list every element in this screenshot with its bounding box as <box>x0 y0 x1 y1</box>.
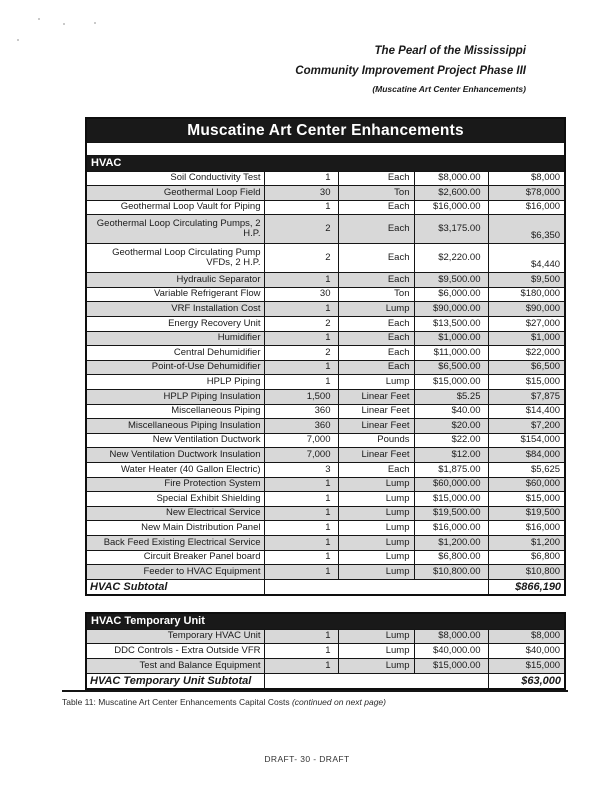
cell-unit-cost: $1,875.00 <box>414 463 488 478</box>
cell-unit-cost: $2,600.00 <box>414 186 488 201</box>
cell-unit: Lump <box>338 477 414 492</box>
cell-quantity: 1 <box>264 644 338 659</box>
cell-unit: Pounds <box>338 433 414 448</box>
cell-unit-cost: $1,200.00 <box>414 535 488 550</box>
cell-total: $15,000 <box>488 658 565 673</box>
section-header-row <box>86 613 565 629</box>
table-row <box>86 463 565 478</box>
cell-quantity: 1 <box>264 521 338 536</box>
subtotal-spacer <box>264 673 488 689</box>
scan-speck <box>17 39 19 41</box>
cell-total: $90,000 <box>488 302 565 317</box>
cell-unit: Lump <box>338 302 414 317</box>
cell-quantity: 2 <box>264 215 338 244</box>
cell-quantity: 1 <box>264 302 338 317</box>
cell-description: New Main Distribution Panel <box>86 521 264 536</box>
cell-unit-cost: $20.00 <box>414 419 488 434</box>
cell-quantity: 7,000 <box>264 448 338 463</box>
table-row <box>86 550 565 565</box>
cell-description: Variable Refrigerant Flow <box>86 287 264 302</box>
cell-unit: Each <box>338 200 414 215</box>
table-row <box>86 244 565 273</box>
cell-unit-cost: $40,000.00 <box>414 644 488 659</box>
cell-unit-cost: $15,000.00 <box>414 658 488 673</box>
section-header-row <box>86 155 565 171</box>
cell-description: VRF Installation Cost <box>86 302 264 317</box>
cell-unit-cost: $40.00 <box>414 404 488 419</box>
cell-total: $78,000 <box>488 186 565 201</box>
cell-quantity: 1 <box>264 535 338 550</box>
cell-unit-cost: $9,500.00 <box>414 273 488 288</box>
table-row <box>86 273 565 288</box>
cell-description: Central Dehumidifier <box>86 346 264 361</box>
cell-unit: Each <box>338 244 414 273</box>
table-row <box>86 331 565 346</box>
cell-unit: Lump <box>338 535 414 550</box>
table-title-row <box>86 118 565 142</box>
document-header <box>295 45 526 94</box>
cell-quantity: 1 <box>264 200 338 215</box>
cell-description: Energy Recovery Unit <box>86 317 264 332</box>
cell-quantity: 1 <box>264 331 338 346</box>
table-row <box>86 346 565 361</box>
cell-description: Temporary HVAC Unit <box>86 629 264 644</box>
cell-quantity: 1 <box>264 658 338 673</box>
cell-unit-cost: $60,000.00 <box>414 477 488 492</box>
cell-unit: Linear Feet <box>338 404 414 419</box>
cell-description: Geothermal Loop Circulating Pumps, 2 H.P. <box>86 215 264 244</box>
cell-unit: Linear Feet <box>338 390 414 405</box>
cell-total: $15,000 <box>488 492 565 507</box>
cell-description: New Ventilation Ductwork <box>86 433 264 448</box>
cell-description: Circuit Breaker Panel board <box>86 550 264 565</box>
cell-description: Special Exhibit Shielding <box>86 492 264 507</box>
table-row <box>86 448 565 463</box>
cell-description: Back Feed Existing Electrical Service <box>86 535 264 550</box>
cell-description: Humidifier <box>86 331 264 346</box>
cell-quantity: 1 <box>264 492 338 507</box>
cell-unit: Each <box>338 346 414 361</box>
cell-total: $8,000 <box>488 171 565 186</box>
cell-unit-cost: $15,000.00 <box>414 492 488 507</box>
table-row <box>86 215 565 244</box>
table-caption-text: Table 11: Muscatine Art Center Enhancements Capital Costs <box>62 697 292 707</box>
table-row <box>86 492 565 507</box>
section-header-label: HVAC <box>86 155 565 171</box>
cell-unit-cost: $16,000.00 <box>414 521 488 536</box>
table-spacer-row <box>86 142 565 155</box>
cell-total: $8,000 <box>488 629 565 644</box>
cell-unit: Lump <box>338 492 414 507</box>
subtotal-spacer <box>264 579 488 595</box>
cell-quantity: 30 <box>264 186 338 201</box>
table-spacer <box>86 142 565 155</box>
cell-description: Feeder to HVAC Equipment <box>86 565 264 580</box>
scan-speck <box>38 18 40 20</box>
cell-description: New Ventilation Ductwork Insulation <box>86 448 264 463</box>
cell-total: $10,800 <box>488 565 565 580</box>
cell-unit-cost: $22.00 <box>414 433 488 448</box>
table-row <box>86 433 565 448</box>
cell-total: $84,000 <box>488 448 565 463</box>
table-row <box>86 287 565 302</box>
cell-total: $22,000 <box>488 346 565 361</box>
subtotal-row <box>86 673 565 689</box>
cell-unit: Lump <box>338 550 414 565</box>
cell-quantity: 1 <box>264 565 338 580</box>
table-row <box>86 521 565 536</box>
cell-unit-cost: $15,000.00 <box>414 375 488 390</box>
hvac-temporary-unit-table <box>85 612 566 690</box>
cell-unit-cost: $2,220.00 <box>414 244 488 273</box>
cell-total: $154,000 <box>488 433 565 448</box>
cell-unit: Linear Feet <box>338 448 414 463</box>
cell-unit: Each <box>338 317 414 332</box>
cell-quantity: 2 <box>264 244 338 273</box>
cell-total: $9,500 <box>488 273 565 288</box>
header-line-phase: Community Improvement Project Phase III <box>295 65 526 77</box>
cell-quantity: 2 <box>264 346 338 361</box>
cell-unit-cost: $90,000.00 <box>414 302 488 317</box>
cell-total: $180,000 <box>488 287 565 302</box>
cell-quantity: 1 <box>264 273 338 288</box>
table-row <box>86 419 565 434</box>
cell-total: $40,000 <box>488 644 565 659</box>
cell-description: New Electrical Service <box>86 506 264 521</box>
cell-quantity: 7,000 <box>264 433 338 448</box>
table-row <box>86 535 565 550</box>
cell-unit: Ton <box>338 287 414 302</box>
table-row <box>86 302 565 317</box>
cell-unit-cost: $5.25 <box>414 390 488 405</box>
subtotal-value: $866,190 <box>488 579 565 595</box>
cell-total: $7,875 <box>488 390 565 405</box>
cell-unit-cost: $6,500.00 <box>414 360 488 375</box>
cell-unit: Lump <box>338 375 414 390</box>
cell-unit-cost: $6,800.00 <box>414 550 488 565</box>
cell-unit: Ton <box>338 186 414 201</box>
table-row <box>86 644 565 659</box>
table-row <box>86 375 565 390</box>
cell-total: $7,200 <box>488 419 565 434</box>
header-line-project: The Pearl of the Mississippi <box>374 45 526 57</box>
cell-description: Hydraulic Separator <box>86 273 264 288</box>
table-row <box>86 171 565 186</box>
cell-unit-cost: $13,500.00 <box>414 317 488 332</box>
cell-unit: Lump <box>338 521 414 536</box>
cell-total: $1,000 <box>488 331 565 346</box>
table-row <box>86 565 565 580</box>
cell-description: Test and Balance Equipment <box>86 658 264 673</box>
cell-quantity: 1 <box>264 506 338 521</box>
cell-description: Soil Conductivity Test <box>86 171 264 186</box>
cell-quantity: 3 <box>264 463 338 478</box>
cell-unit-cost: $12.00 <box>414 448 488 463</box>
cell-total: $16,000 <box>488 521 565 536</box>
cell-quantity: 1 <box>264 360 338 375</box>
table-row <box>86 477 565 492</box>
table-title: Muscatine Art Center Enhancements <box>86 118 565 142</box>
cell-unit: Each <box>338 171 414 186</box>
cell-quantity: 30 <box>264 287 338 302</box>
cell-unit: Lump <box>338 565 414 580</box>
subtotal-label: HVAC Temporary Unit Subtotal <box>86 673 264 689</box>
cell-unit-cost: $10,800.00 <box>414 565 488 580</box>
cell-total: $5,625 <box>488 463 565 478</box>
section-header-label: HVAC Temporary Unit <box>86 613 565 629</box>
cell-total: $6,500 <box>488 360 565 375</box>
cell-description: Water Heater (40 Gallon Electric) <box>86 463 264 478</box>
cell-unit-cost: $3,175.00 <box>414 215 488 244</box>
cell-quantity: 1 <box>264 550 338 565</box>
cell-total: $14,400 <box>488 404 565 419</box>
scan-speck <box>94 22 96 24</box>
cell-total: $60,000 <box>488 477 565 492</box>
table-row <box>86 629 565 644</box>
cell-quantity: 1 <box>264 375 338 390</box>
table-row <box>86 317 565 332</box>
caption-divider-rule <box>62 690 568 692</box>
cell-description: Geothermal Loop Field <box>86 186 264 201</box>
cell-total: $6,350 <box>488 215 565 244</box>
cell-total: $16,000 <box>488 200 565 215</box>
subtotal-row <box>86 579 565 595</box>
cell-unit: Lump <box>338 644 414 659</box>
cell-total: $27,000 <box>488 317 565 332</box>
cell-unit-cost: $8,000.00 <box>414 629 488 644</box>
header-line-subtitle: (Muscatine Art Center Enhancements) <box>372 84 526 94</box>
subtotal-value: $63,000 <box>488 673 565 689</box>
cell-quantity: 1 <box>264 171 338 186</box>
table-row <box>86 186 565 201</box>
cell-unit: Each <box>338 331 414 346</box>
cell-unit-cost: $8,000.00 <box>414 171 488 186</box>
cell-description: DDC Controls - Extra Outside VFR <box>86 644 264 659</box>
page-footer-draft-label: DRAFT- 30 - DRAFT <box>264 754 350 764</box>
cell-unit-cost: $1,000.00 <box>414 331 488 346</box>
cell-description: Geothermal Loop Vault for Piping <box>86 200 264 215</box>
cell-description: Miscellaneous Piping Insulation <box>86 419 264 434</box>
cell-quantity: 1 <box>264 629 338 644</box>
table-row <box>86 360 565 375</box>
scan-speck <box>63 23 65 25</box>
cell-unit: Linear Feet <box>338 419 414 434</box>
cell-unit-cost: $6,000.00 <box>414 287 488 302</box>
subtotal-label: HVAC Subtotal <box>86 579 264 595</box>
cell-quantity: 360 <box>264 404 338 419</box>
cell-total: $19,500 <box>488 506 565 521</box>
cell-description: HPLP Piping Insulation <box>86 390 264 405</box>
cell-unit: Each <box>338 463 414 478</box>
cell-quantity: 1,500 <box>264 390 338 405</box>
table-row <box>86 200 565 215</box>
table-row <box>86 506 565 521</box>
cell-total: $4,440 <box>488 244 565 273</box>
cell-quantity: 360 <box>264 419 338 434</box>
cell-unit: Lump <box>338 506 414 521</box>
table-caption <box>62 697 386 707</box>
cell-unit-cost: $11,000.00 <box>414 346 488 361</box>
cell-unit-cost: $16,000.00 <box>414 200 488 215</box>
cell-description: HPLP Piping <box>86 375 264 390</box>
hvac-cost-table <box>85 117 566 596</box>
table-row <box>86 404 565 419</box>
cell-total: $15,000 <box>488 375 565 390</box>
table-row <box>86 390 565 405</box>
cell-description: Geothermal Loop Circulating Pump VFDs, 2 H.P. <box>86 244 264 273</box>
cell-unit: Lump <box>338 629 414 644</box>
table-row <box>86 658 565 673</box>
cell-total: $1,200 <box>488 535 565 550</box>
cell-unit: Each <box>338 215 414 244</box>
cell-description: Miscellaneous Piping <box>86 404 264 419</box>
cell-unit: Each <box>338 273 414 288</box>
cell-description: Fire Protection System <box>86 477 264 492</box>
cell-unit-cost: $19,500.00 <box>414 506 488 521</box>
cell-quantity: 2 <box>264 317 338 332</box>
cell-total: $6,800 <box>488 550 565 565</box>
cell-unit: Each <box>338 360 414 375</box>
cell-unit: Lump <box>338 658 414 673</box>
table-caption-continued-note: (continued on next page) <box>291 697 386 707</box>
cost-tables <box>85 117 564 690</box>
cell-quantity: 1 <box>264 477 338 492</box>
cell-description: Point-of-Use Dehumidifier <box>86 360 264 375</box>
